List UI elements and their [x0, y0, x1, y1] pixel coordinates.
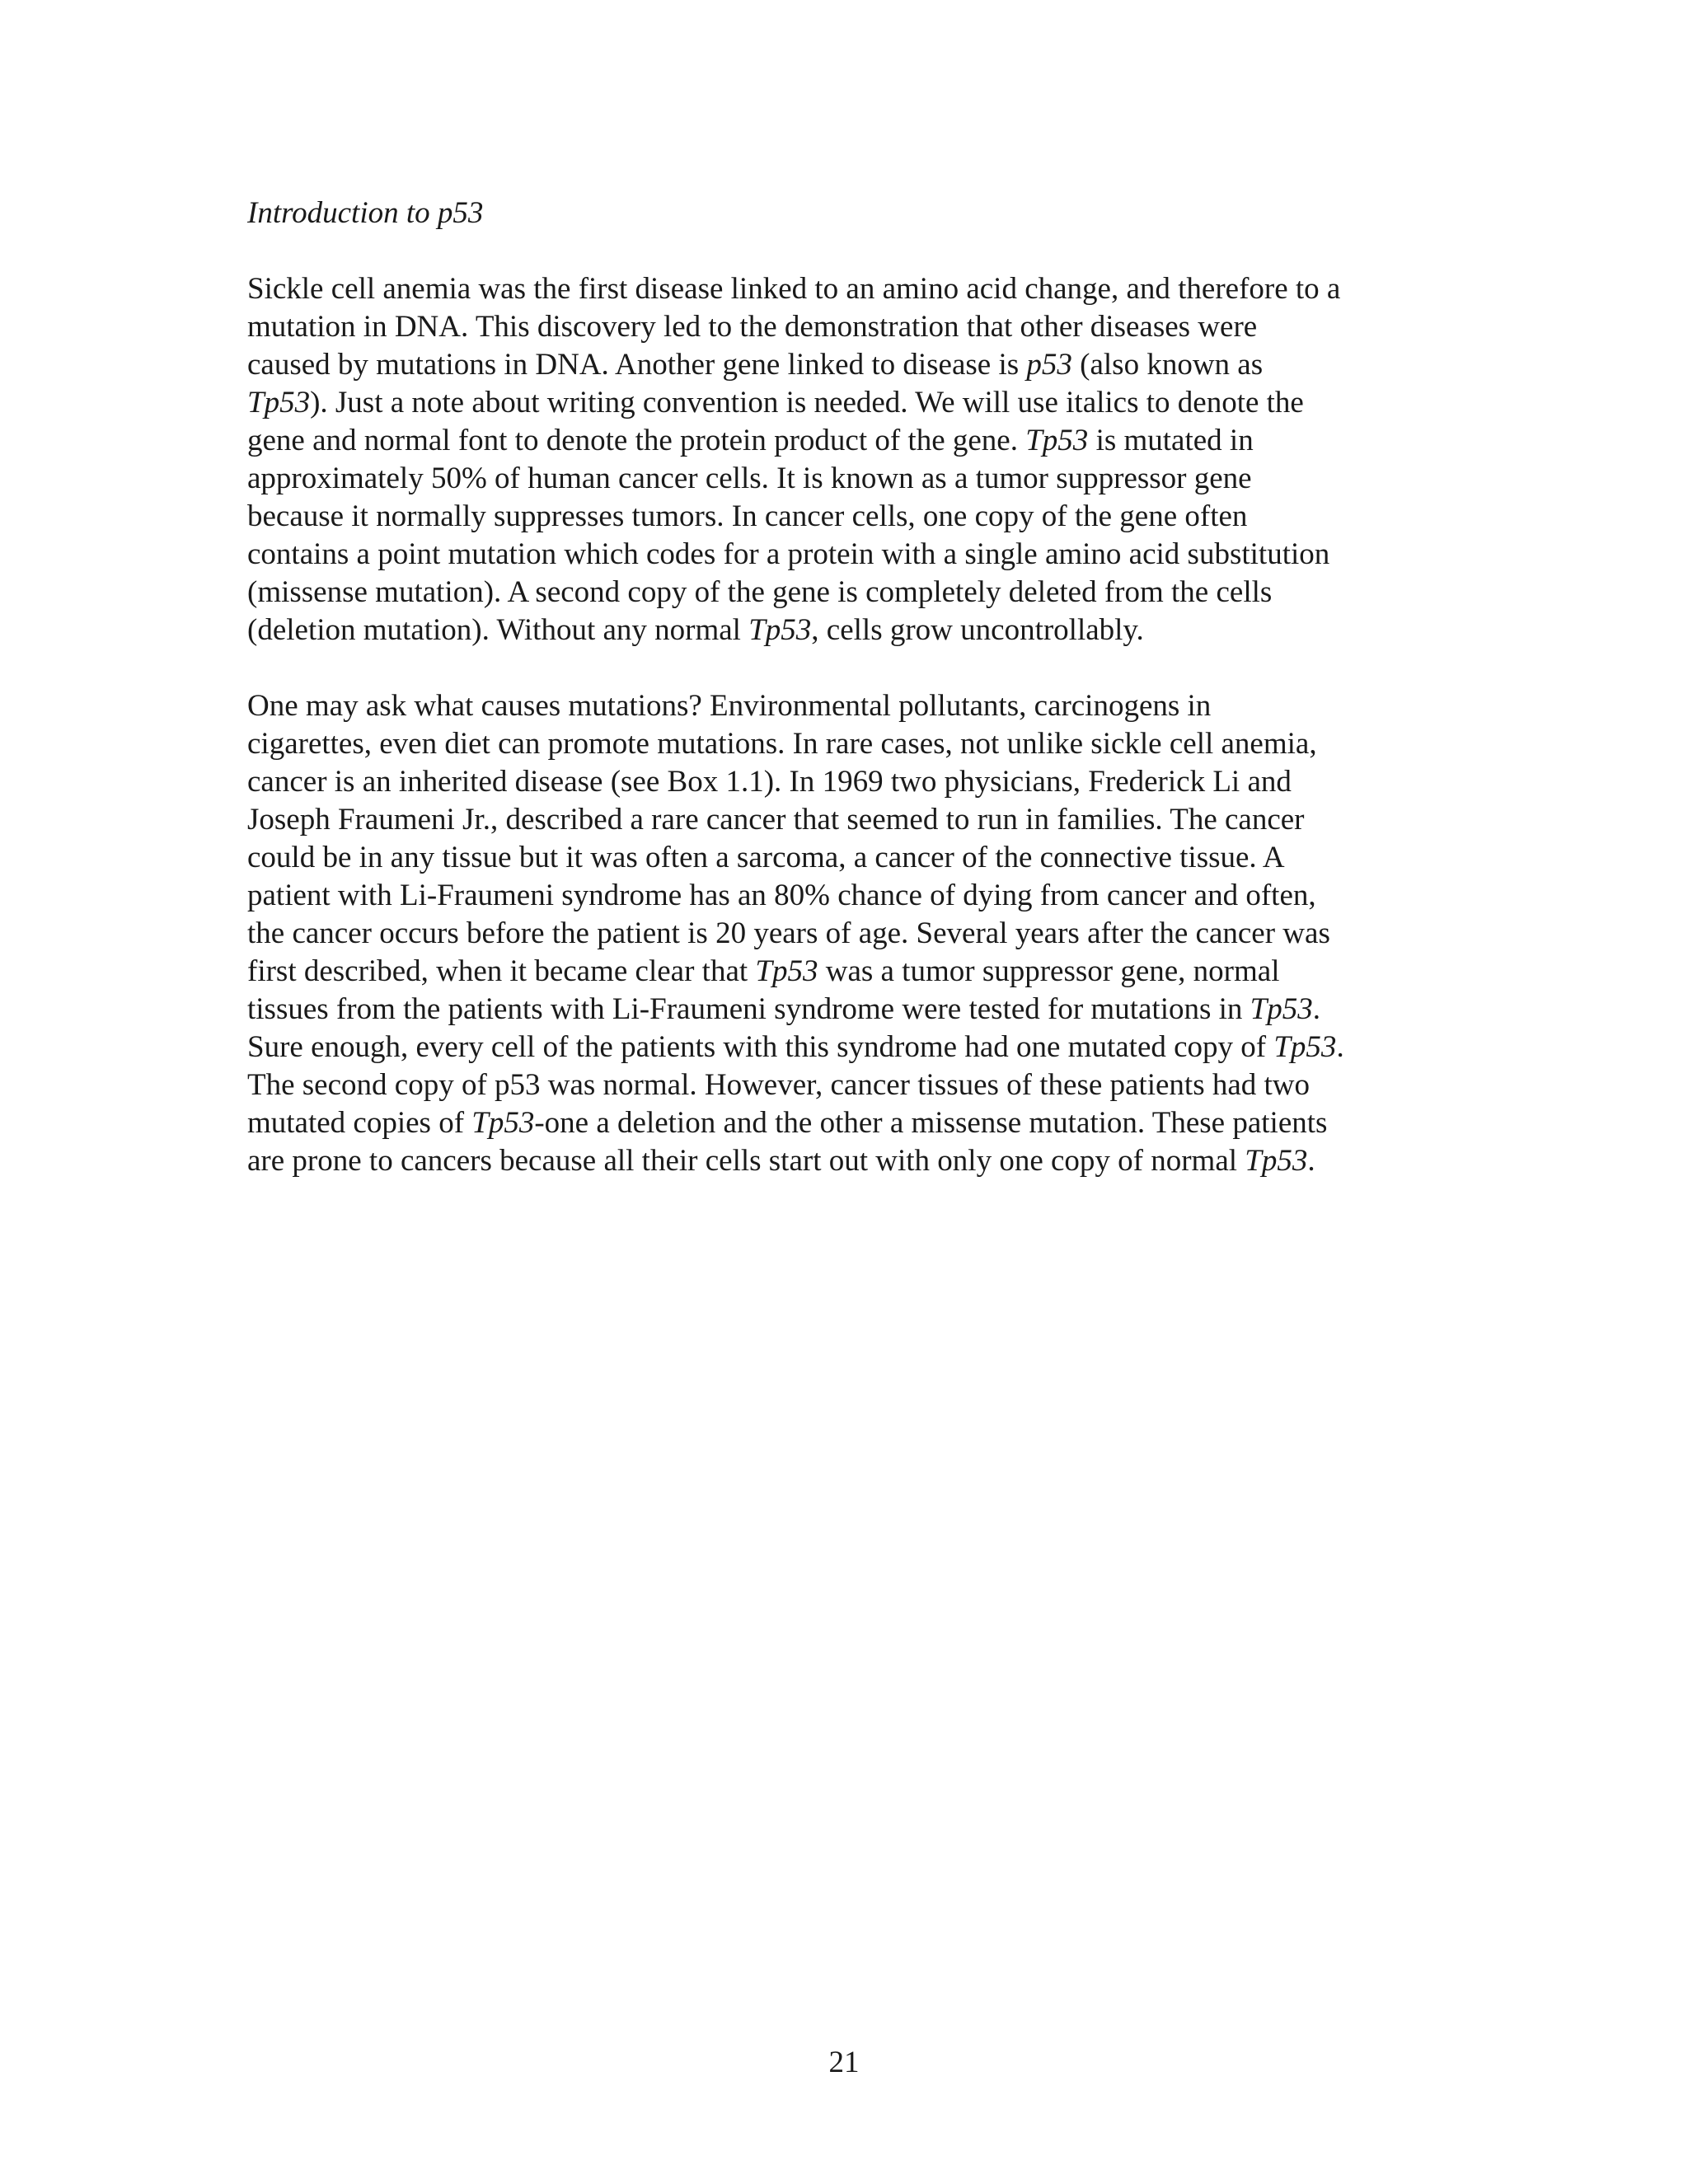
italic-gene-name: Tp53 [471, 1106, 535, 1140]
text-line: first described, when it became clear that Tp53 was a tumor suppressor gene, normal [247, 954, 1280, 988]
page-content [247, 194, 1451, 1218]
italic-gene-name: Tp53 [748, 613, 812, 647]
text-line: Sickle cell anemia was the first disease linked to an amino acid change, and therefore to a [247, 272, 1341, 306]
paragraph [247, 270, 1451, 649]
section-heading: Introduction to p53 [247, 196, 484, 230]
text-line: (missense mutation). A second copy of the gene is completely deleted from the cells [247, 575, 1273, 609]
italic-gene-name: Tp53 [1273, 1030, 1337, 1064]
text-line: approximately 50% of human cancer cells. It is known as a tumor suppressor gene [247, 462, 1252, 495]
text-line: the cancer occurs before the patient is 20 years of age. Several years after the cancer was [247, 916, 1330, 950]
italic-gene-name: Tp53 [1025, 424, 1089, 457]
text-line: cigarettes, even diet can promote mutations. In rare cases, not unlike sickle cell anemia, [247, 727, 1317, 761]
italic-gene-name: Tp53 [1245, 1144, 1308, 1178]
text-line: could be in any tissue but it was often a sarcoma, a cancer of the connective tissue. A [247, 841, 1285, 874]
italic-gene-name: Tp53 [1250, 992, 1313, 1026]
italic-gene-name: p53 [1026, 348, 1072, 382]
text-line: One may ask what causes mutations? Environmental pollutants, carcinogens in [247, 689, 1212, 723]
text-line: caused by mutations in DNA. Another gene linked to disease is p53 (also known as [247, 348, 1264, 382]
text-line: are prone to cancers because all their cells start out with only one copy of normal Tp53. [247, 1144, 1315, 1178]
paragraph [247, 687, 1451, 1180]
text-line: (deletion mutation). Without any normal Tp53, cells grow uncontrollably. [247, 613, 1144, 647]
text-line: gene and normal font to denote the protein product of the gene. Tp53 is mutated in [247, 424, 1254, 457]
italic-gene-name: Tp53 [755, 954, 818, 988]
italic-gene-name: Tp53 [247, 386, 311, 419]
text-line: because it normally suppresses tumors. In cancer cells, one copy of the gene often [247, 499, 1248, 533]
text-line: Sure enough, every cell of the patients with this syndrome had one mutated copy of Tp53. [247, 1030, 1344, 1064]
text-line: Tp53). Just a note about writing convention is needed. We will use italics to denote the [247, 386, 1304, 419]
text-line: cancer is an inherited disease (see Box 1.1). In 1969 two physicians, Frederick Li and [247, 765, 1292, 799]
text-line: mutation in DNA. This discovery led to the demonstration that other diseases were [247, 310, 1258, 344]
body-text [247, 270, 1451, 1180]
text-line: tissues from the patients with Li-Fraumeni syndrome were tested for mutations in Tp53. [247, 992, 1320, 1026]
text-line: contains a point mutation which codes for a protein with a single amino acid substitution [247, 537, 1330, 571]
text-line: The second copy of p53 was normal. However, cancer tissues of these patients had two [247, 1068, 1311, 1102]
text-line: patient with Li-Fraumeni syndrome has an 80% chance of dying from cancer and often, [247, 879, 1316, 912]
page-number: 21 [828, 2046, 860, 2079]
text-line: mutated copies of Tp53-one a deletion and the other a missense mutation. These patients [247, 1106, 1328, 1140]
text-line: Joseph Fraumeni Jr., described a rare cancer that seemed to run in families. The cancer [247, 803, 1305, 837]
